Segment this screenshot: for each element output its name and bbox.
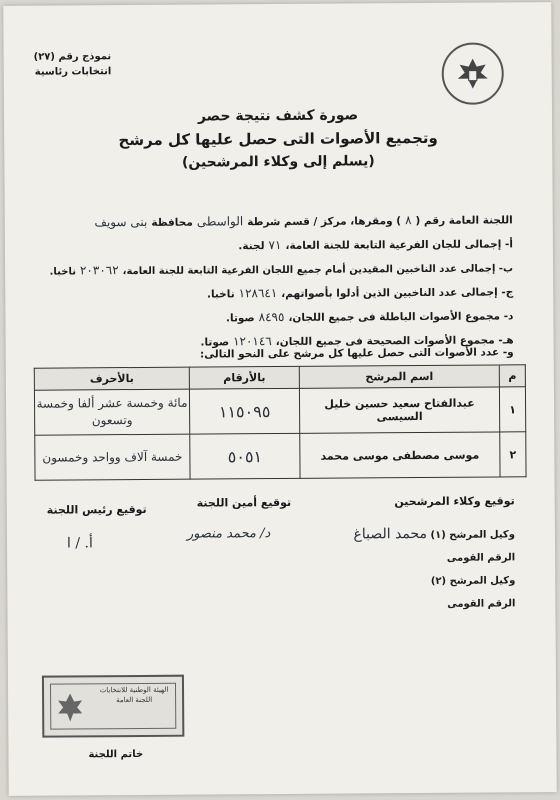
national-id-2: الرقم القومى xyxy=(447,598,516,610)
national-election-authority-logo xyxy=(442,42,504,104)
field-d-value: ٨٤٩٥ xyxy=(258,309,285,325)
votes-digits: ١١٥٠٩٥ xyxy=(189,388,299,434)
committee-number: ٨ xyxy=(405,213,412,228)
title-line-2: وتجميع الأصوات التى حصل عليها كل مرشح xyxy=(118,128,438,150)
field-a xyxy=(33,236,513,253)
row-number: ١ xyxy=(499,387,525,432)
secretary-signature-title: توقيع أمين اللجنة xyxy=(196,495,292,510)
title-line-3: (يسلم إلى وكلاء المرشحين) xyxy=(181,153,375,171)
votes-words: مائة وخمسة عشر ألفا وخمسة وتسعون xyxy=(34,389,189,435)
seal-caption: خاتم اللجنة xyxy=(88,748,144,761)
votes-digits: ٥٠٥١ xyxy=(190,433,300,479)
agent1-row xyxy=(315,522,515,547)
agents-signature-title: توقيع وكلاء المرشحين xyxy=(394,494,515,509)
agent2-label: وكيل المرشح (٢) xyxy=(430,575,516,587)
title-line-1: صورة كشف نتيجة حصر xyxy=(197,107,359,125)
field-e-unit: صوتا. xyxy=(200,336,230,349)
candidate-name: موسى مصطفى موسى محمد xyxy=(300,432,500,478)
field-b-unit: ناخبا. xyxy=(49,266,77,278)
table-row xyxy=(34,387,525,435)
field-f xyxy=(34,346,514,361)
committee-line xyxy=(33,212,513,229)
field-c-unit: ناخبا. xyxy=(206,288,235,301)
secretary-signature: د/ محمد منصور xyxy=(186,526,271,542)
form-number-block xyxy=(34,49,112,80)
candidate-name: عبدالفتاح سعيد حسين خليل السيسى xyxy=(299,387,499,433)
chair-signature-title: توقيع رئيس اللجنة xyxy=(46,502,147,517)
committee-label: اللجنة العامة رقم ( xyxy=(415,214,513,228)
seal-text: الهيئة الوطنية للانتخابات اللجنة العامة xyxy=(99,685,169,705)
governorate-value: بنى سويف xyxy=(94,214,148,230)
col-header-words: بالأحرف xyxy=(34,367,189,390)
table-row xyxy=(35,432,526,480)
committee-suffix: ) ومقرها، مركز / قسم شرطة xyxy=(247,215,402,229)
field-a-value: ٧١ xyxy=(268,237,282,253)
field-d-label: د- مجموع الأصوات الباطلة فى جميع اللجان، xyxy=(288,310,514,324)
eagle-seal-icon xyxy=(56,691,84,723)
votes-words: خمسة آلاف وواحد وخمسون xyxy=(35,434,190,480)
field-a-unit: لجنة. xyxy=(238,240,265,253)
field-c-value: ١٢٨٦٤١ xyxy=(238,286,278,301)
field-a-label: أ- إجمالى للجان الفرعية التابعة للجنة العامة، xyxy=(285,238,513,252)
committee-seal xyxy=(42,675,184,738)
form-number: نموذج رقم (٢٧) xyxy=(33,51,112,63)
field-b xyxy=(33,260,513,277)
eagle-emblem-icon xyxy=(450,50,496,96)
chair-signature: أ. / ا xyxy=(66,535,93,552)
candidates-table xyxy=(34,364,527,480)
field-e-value: ١٢٠١٤٦ xyxy=(233,334,272,349)
field-e-label: هـ- مجموع الأصوات الصحيحة فى جميع اللجان، xyxy=(275,334,514,349)
field-d-unit: صوتا. xyxy=(225,312,255,325)
field-c xyxy=(33,284,513,301)
field-b-value: ٢٠٣٠٦٢ xyxy=(79,263,119,278)
police-district: الواسطى xyxy=(196,214,244,229)
col-header-name: اسم المرشح xyxy=(299,365,499,388)
field-b-label: ب- إجمالى عدد الناخبين المقيدين أمام جميع اللجان الفرعية التابعة للجنة العامة، xyxy=(122,263,514,278)
form-subtitle: انتخابات رئاسية xyxy=(34,66,112,78)
col-header-digits: بالأرقام xyxy=(189,366,299,389)
document-page xyxy=(3,2,557,796)
col-header-no: م xyxy=(499,365,525,387)
agents-block xyxy=(315,522,516,616)
agent1-label: وكيل المرشح (١) xyxy=(430,529,515,541)
agent1-signature: محمد الصباغ xyxy=(353,525,428,543)
field-c-label: ج- إجمالى عدد الناخبين الذين أدلوا بأصواتهم، xyxy=(281,286,514,300)
field-d xyxy=(33,308,513,325)
row-number: ٢ xyxy=(500,432,526,477)
field-f-label: و- عدد الأصوات التى حصل عليها كل مرشح على النحو التالى: xyxy=(199,346,514,361)
governorate-label: محافظة xyxy=(151,216,193,229)
national-id-1: الرقم القومى xyxy=(446,552,516,564)
